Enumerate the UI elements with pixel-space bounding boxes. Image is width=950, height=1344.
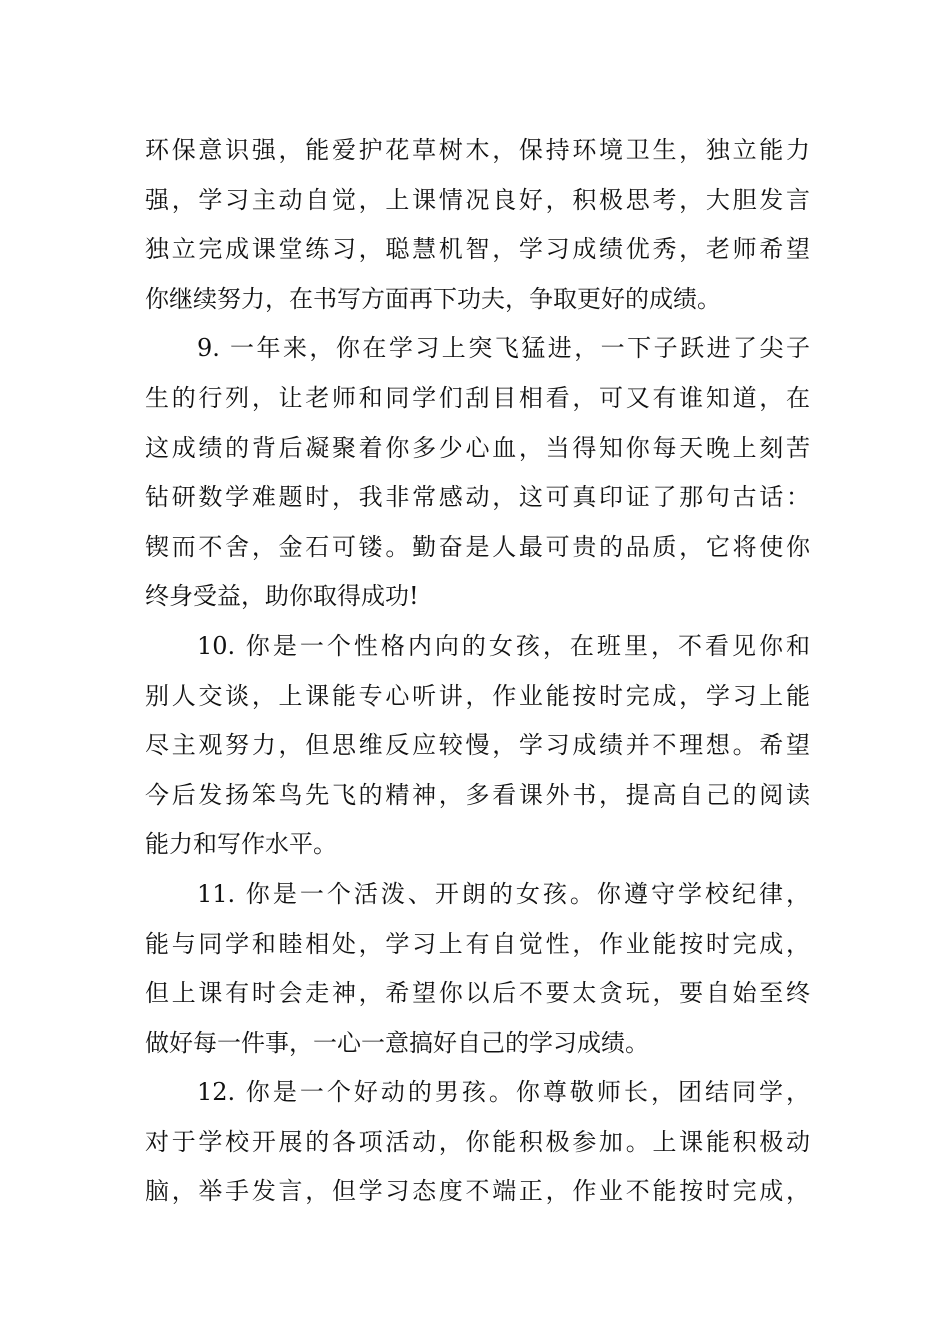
text-line: 对于学校开展的各项活动，你能积极参加。上课能积极动	[145, 1127, 810, 1156]
text-line: 独立完成课堂练习，聪慧机智，学习成绩优秀，老师希望	[145, 235, 810, 264]
text-line: 11. 你是一个活泼、开朗的女孩。你遵守学校纪律，	[197, 879, 810, 908]
text-line: 10. 你是一个性格内向的女孩，在班里，不看见你和	[197, 631, 810, 660]
text-line: 做好每一件事，一心一意搞好自己的学习成绩。	[145, 1028, 649, 1057]
text-line: 别人交谈，上课能专心听讲，作业能按时完成，学习上能	[145, 681, 810, 710]
document-body	[145, 126, 810, 1217]
text-line: 这成绩的背后凝聚着你多少心血，当得知你每天晚上刻苦	[145, 433, 810, 462]
text-line: 9. 一年来，你在学习上突飞猛进，一下子跃进了尖子	[197, 334, 810, 363]
text-line: 钻研数学难题时，我非常感动，这可真印证了那句古话：	[145, 483, 810, 512]
text-line: 能力和写作水平。	[145, 830, 337, 859]
text-line: 但上课有时会走神，希望你以后不要太贪玩，要自始至终	[145, 979, 810, 1008]
text-line: 你继续努力，在书写方面再下功夫，争取更好的成绩。	[145, 284, 721, 313]
text-line: 生的行列，让老师和同学们刮目相看，可又有谁知道，在	[145, 383, 810, 412]
text-line: 能与同学和睦相处，学习上有自觉性，作业能按时完成，	[145, 929, 810, 958]
text-line: 脑，举手发言，但学习态度不端正，作业不能按时完成，	[145, 1177, 810, 1206]
text-line: 强，学习主动自觉，上课情况良好，积极思考，大胆发言	[145, 185, 810, 214]
text-line: 12. 你是一个好动的男孩。你尊敬师长，团结同学，	[197, 1078, 810, 1107]
text-line: 环保意识强，能爱护花草树木，保持环境卫生，独立能力	[145, 136, 810, 164]
text-line: 今后发扬笨鸟先飞的精神，多看课外书，提高自己的阅读	[145, 780, 810, 809]
text-line: 终身受益，助你取得成功!	[145, 582, 419, 611]
text-line: 尽主观努力，但思维反应较慢，学习成绩并不理想。希望	[145, 731, 810, 760]
text-line: 锲而不舍，金石可镂。勤奋是人最可贵的品质，它将使你	[145, 532, 810, 561]
